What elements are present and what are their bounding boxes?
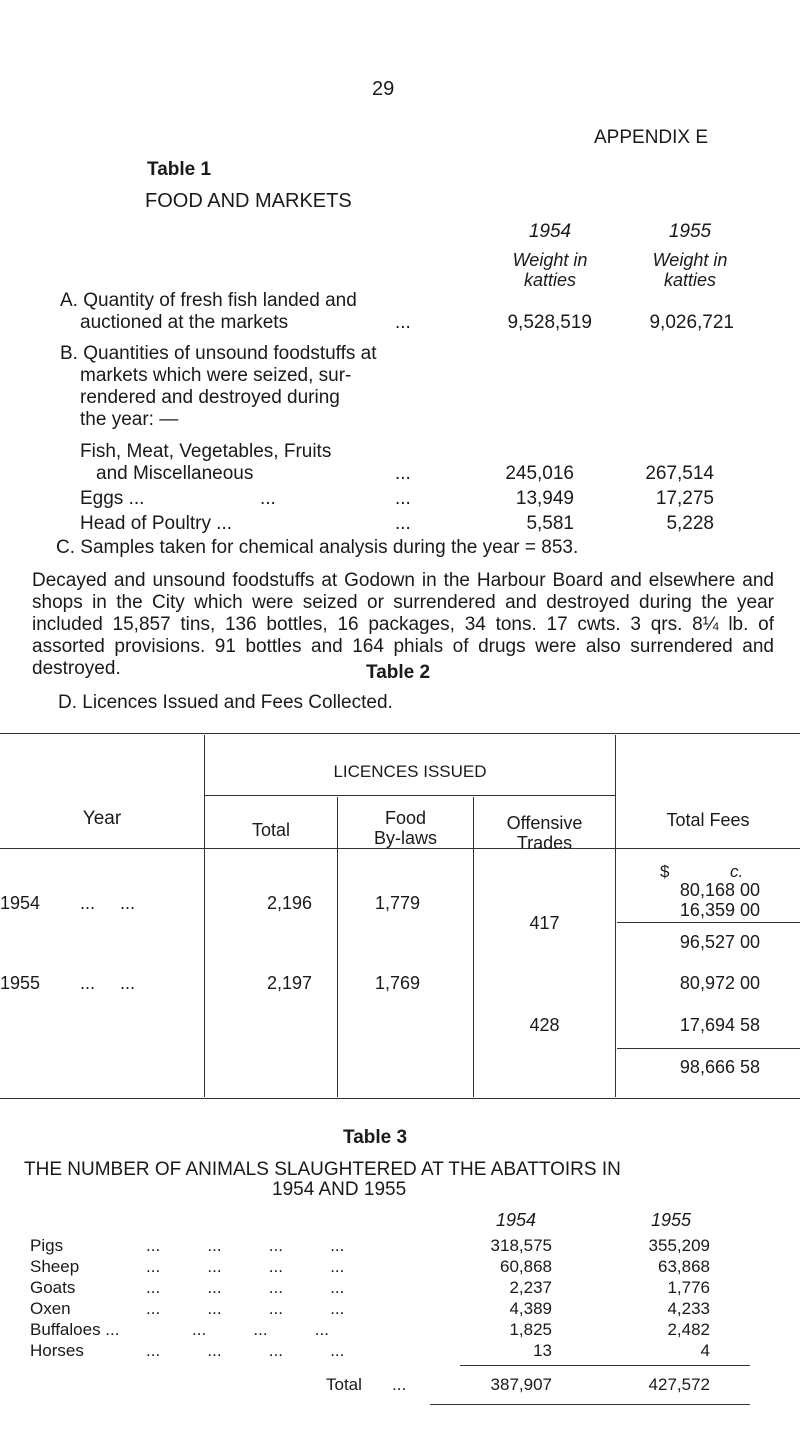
table-1-title: Table 1: [147, 159, 212, 180]
total-1955: 2,197: [266, 973, 312, 993]
fees-1954-line1: 80,168 00: [679, 880, 760, 900]
item-b-row2-leader-a: ...: [260, 488, 276, 509]
table-3-heading-line2: 1954 AND 1955: [272, 1179, 407, 1200]
fees-1955-line1: 80,972 00: [679, 973, 760, 993]
offensive-trades-header-line2: Trades: [516, 833, 573, 853]
table-3-year-1954: 1954: [495, 1210, 537, 1230]
animal-oxen-leader: ... ... ... ...: [146, 1299, 345, 1318]
animal-horses-leader: ... ... ... ...: [146, 1341, 345, 1360]
animal-sheep-leader: ... ... ... ...: [146, 1257, 345, 1276]
item-b-row2-leader-b: ...: [395, 488, 411, 509]
item-b-label-line3: rendered and destroyed during: [80, 387, 340, 408]
table-2-title: Table 2: [366, 662, 431, 683]
animal-oxen-1955: 4,233: [667, 1299, 710, 1318]
food-bylaws-1955: 1,769: [374, 973, 420, 993]
table-3-bottom-rule: [430, 1404, 750, 1405]
fees-1955-total: 98,666 58: [679, 1057, 760, 1077]
item-b-label-line4: the year: —: [80, 409, 179, 430]
decayed-foodstuffs-paragraph: Decayed and unsound foodstuffs at Godown in the Harbour Board and elsewhere and shops in the City which were seized or surrendered and destroyed during the year included 15,857 tins, 136 bottles, 16 packages, 34 tons. 17 cwts. 3 qrs. 8¼ lb. of assorted provisions. 91 bottles and 164 phials of drugs were also surrendered and destroyed.: [32, 570, 774, 679]
licences-issued-header: LICENCES ISSUED: [333, 762, 487, 781]
table-1-heading: FOOD AND MARKETS: [145, 190, 352, 212]
item-a-1954: 9,528,519: [507, 312, 592, 333]
item-b-row3-label: Head of Poultry ...: [80, 513, 233, 534]
offensive-trades-1954: 417: [529, 913, 560, 933]
item-a-label-line2: auctioned at the markets: [80, 312, 289, 333]
year-1955-label: 1955: [0, 973, 41, 993]
animal-sheep-1955: 63,868: [658, 1257, 710, 1276]
year-column-header: Year: [82, 808, 122, 829]
item-a-label-line1: A. Quantity of fresh fish landed and: [60, 290, 357, 311]
table-2-subtotal-rule-1954: [617, 922, 800, 923]
animal-pigs-leader: ... ... ... ...: [146, 1236, 345, 1255]
animal-buffaloes-1955: 2,482: [667, 1320, 710, 1339]
item-b-row1-1954: 245,016: [505, 463, 574, 484]
total-fees-header: Total Fees: [666, 810, 750, 830]
item-b-row2-1955: 17,275: [655, 488, 714, 509]
animal-horses-1955: 4: [700, 1341, 710, 1360]
item-a-1955: 9,026,721: [649, 312, 734, 333]
item-b-row1-label: and Miscellaneous: [96, 463, 254, 484]
animal-sheep-label: Sheep: [30, 1257, 80, 1276]
unit-1954-line2: katties: [523, 270, 577, 290]
item-b-row2-1954: 13,949: [515, 488, 574, 509]
animal-buffaloes-1954: 1,825: [509, 1320, 552, 1339]
fees-1954-line2: 16,359 00: [679, 900, 760, 920]
table-3-total-1954: 387,907: [490, 1375, 552, 1394]
cents-unit: c.: [730, 862, 744, 881]
food-bylaws-1954: 1,779: [374, 893, 420, 913]
item-b-label-line1: B. Quantities of unsound foodstuffs at: [60, 343, 377, 364]
animal-pigs-1954: 318,575: [490, 1236, 552, 1255]
item-b-row3-leader: ...: [395, 513, 411, 534]
year-1954-label: 1954: [0, 893, 41, 913]
total-column-header: Total: [251, 820, 291, 840]
animal-goats-label: Goats: [30, 1278, 76, 1297]
item-b-row1-leader: ...: [395, 463, 411, 484]
animal-buffaloes-leader: ... ... ...: [192, 1320, 329, 1339]
table-2-subtotal-rule-1955: [617, 1048, 800, 1049]
item-b-row3-1954: 5,581: [526, 513, 574, 534]
table-3-total-rule: [460, 1365, 750, 1366]
table-3-heading-line1: THE NUMBER OF ANIMALS SLAUGHTERED AT THE ABATTOIRS IN: [24, 1159, 621, 1180]
table-3-total-1955: 427,572: [648, 1375, 710, 1394]
dollar-unit: $: [660, 862, 670, 881]
page-number: 29: [372, 78, 395, 100]
food-bylaws-header-line2: By-laws: [373, 828, 437, 848]
table-2-group-rule: [205, 795, 615, 796]
table-3-year-1955: 1955: [650, 1210, 692, 1230]
year-1955-header: 1955: [668, 221, 712, 242]
total-1954: 2,196: [266, 893, 312, 913]
item-b-row3-1955: 5,228: [666, 513, 714, 534]
animal-pigs-1955: 355,209: [648, 1236, 710, 1255]
item-b-label-line2: markets which were seized, sur-: [80, 365, 352, 386]
animal-buffaloes-label: Buffaloes ...: [30, 1320, 120, 1339]
table-3-total-label: Total: [326, 1375, 362, 1394]
item-b-row1-label-line1: Fish, Meat, Vegetables, Fruits: [80, 441, 332, 462]
animal-goats-1955: 1,776: [667, 1278, 710, 1297]
unit-1955-line1: Weight in: [652, 250, 728, 270]
animal-pigs-label: Pigs: [30, 1236, 64, 1255]
animal-sheep-1954: 60,868: [500, 1257, 552, 1276]
fees-1955-line2: 17,694 58: [679, 1015, 760, 1035]
animal-goats-leader: ... ... ... ...: [146, 1278, 345, 1297]
animal-horses-1954: 13: [533, 1341, 552, 1360]
year-1954-header: 1954: [528, 221, 572, 242]
table-2-subtitle: D. Licences Issued and Fees Collected.: [58, 692, 393, 713]
item-a-leader: ...: [395, 312, 411, 333]
year-1955-leader: ... ...: [80, 973, 136, 993]
offensive-trades-header-line1: Offensive: [506, 813, 583, 833]
animal-goats-1954: 2,237: [509, 1278, 552, 1297]
unit-1954-line1: Weight in: [512, 250, 588, 270]
table-2-top-rule: [0, 733, 800, 734]
offensive-trades-1955: 428: [529, 1015, 560, 1035]
appendix-label: APPENDIX E: [594, 127, 709, 148]
table-3-title: Table 3: [343, 1127, 408, 1148]
year-1954-leader: ... ...: [80, 893, 136, 913]
table-2-bottom-rule: [0, 1098, 800, 1099]
table-2-vrule-1: [204, 735, 205, 1097]
animal-oxen-1954: 4,389: [509, 1299, 552, 1318]
item-b-row1-1955: 267,514: [645, 463, 714, 484]
food-bylaws-header-line1: Food: [384, 808, 427, 828]
table-3-total-leader: ...: [392, 1375, 407, 1394]
item-b-row2-label: Eggs ...: [80, 488, 145, 509]
item-c-line: C. Samples taken for chemical analysis during the year = 853.: [56, 537, 579, 558]
unit-1955-line2: katties: [663, 270, 717, 290]
fees-1954-total: 96,527 00: [679, 932, 760, 952]
animal-oxen-label: Oxen: [30, 1299, 71, 1318]
animal-horses-label: Horses: [30, 1341, 84, 1360]
